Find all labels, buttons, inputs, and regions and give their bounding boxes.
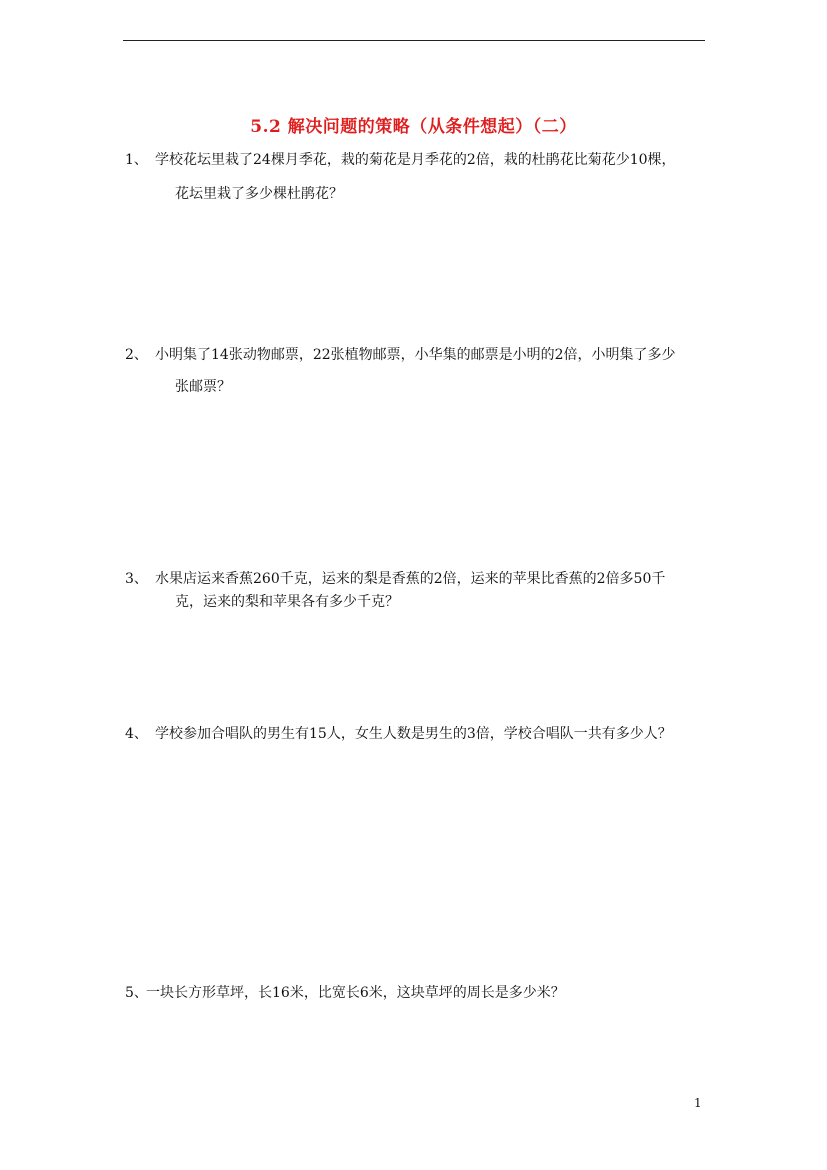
question-text-line: 学校参加合唱队的男生有15人，女生人数是男生的3倍，学校合唱队一共有多少人？ [155,726,672,742]
question-text-line: 花坛里栽了多少棵杜鹃花？ [175,186,343,202]
question-text-line: 学校花坛里栽了24棵月季花，栽的菊花是月季花的2倍，栽的杜鹃花比菊花少10棵， [155,152,676,168]
question-text-line: 克，运来的梨和苹果各有多少千克？ [175,594,399,610]
page-number: 1 [694,1096,702,1110]
question-text-line: 小明集了14张动物邮票，22张植物邮票，小华集的邮票是小明的2倍，小明集了多少 [155,347,676,363]
question-number: 5、 [125,985,148,1001]
page-title: 5.2 解决问题的策略（从条件想起）（二） [250,117,577,137]
question-text-line: 水果店运来香蕉260千克，运来的梨是香蕉的2倍，运来的苹果比香蕉的2倍多50千 [155,571,666,587]
question-number: 4、 [125,726,148,742]
question-number: 3、 [125,571,148,587]
question-number: 2、 [125,347,148,363]
question-text-line: 张邮票？ [175,379,231,395]
question-text-line: 一块长方形草坪，长16米，比宽长6米，这块草坪的周长是多少米？ [146,985,565,1001]
header-rule [123,40,705,41]
question-number: 1、 [125,152,148,168]
